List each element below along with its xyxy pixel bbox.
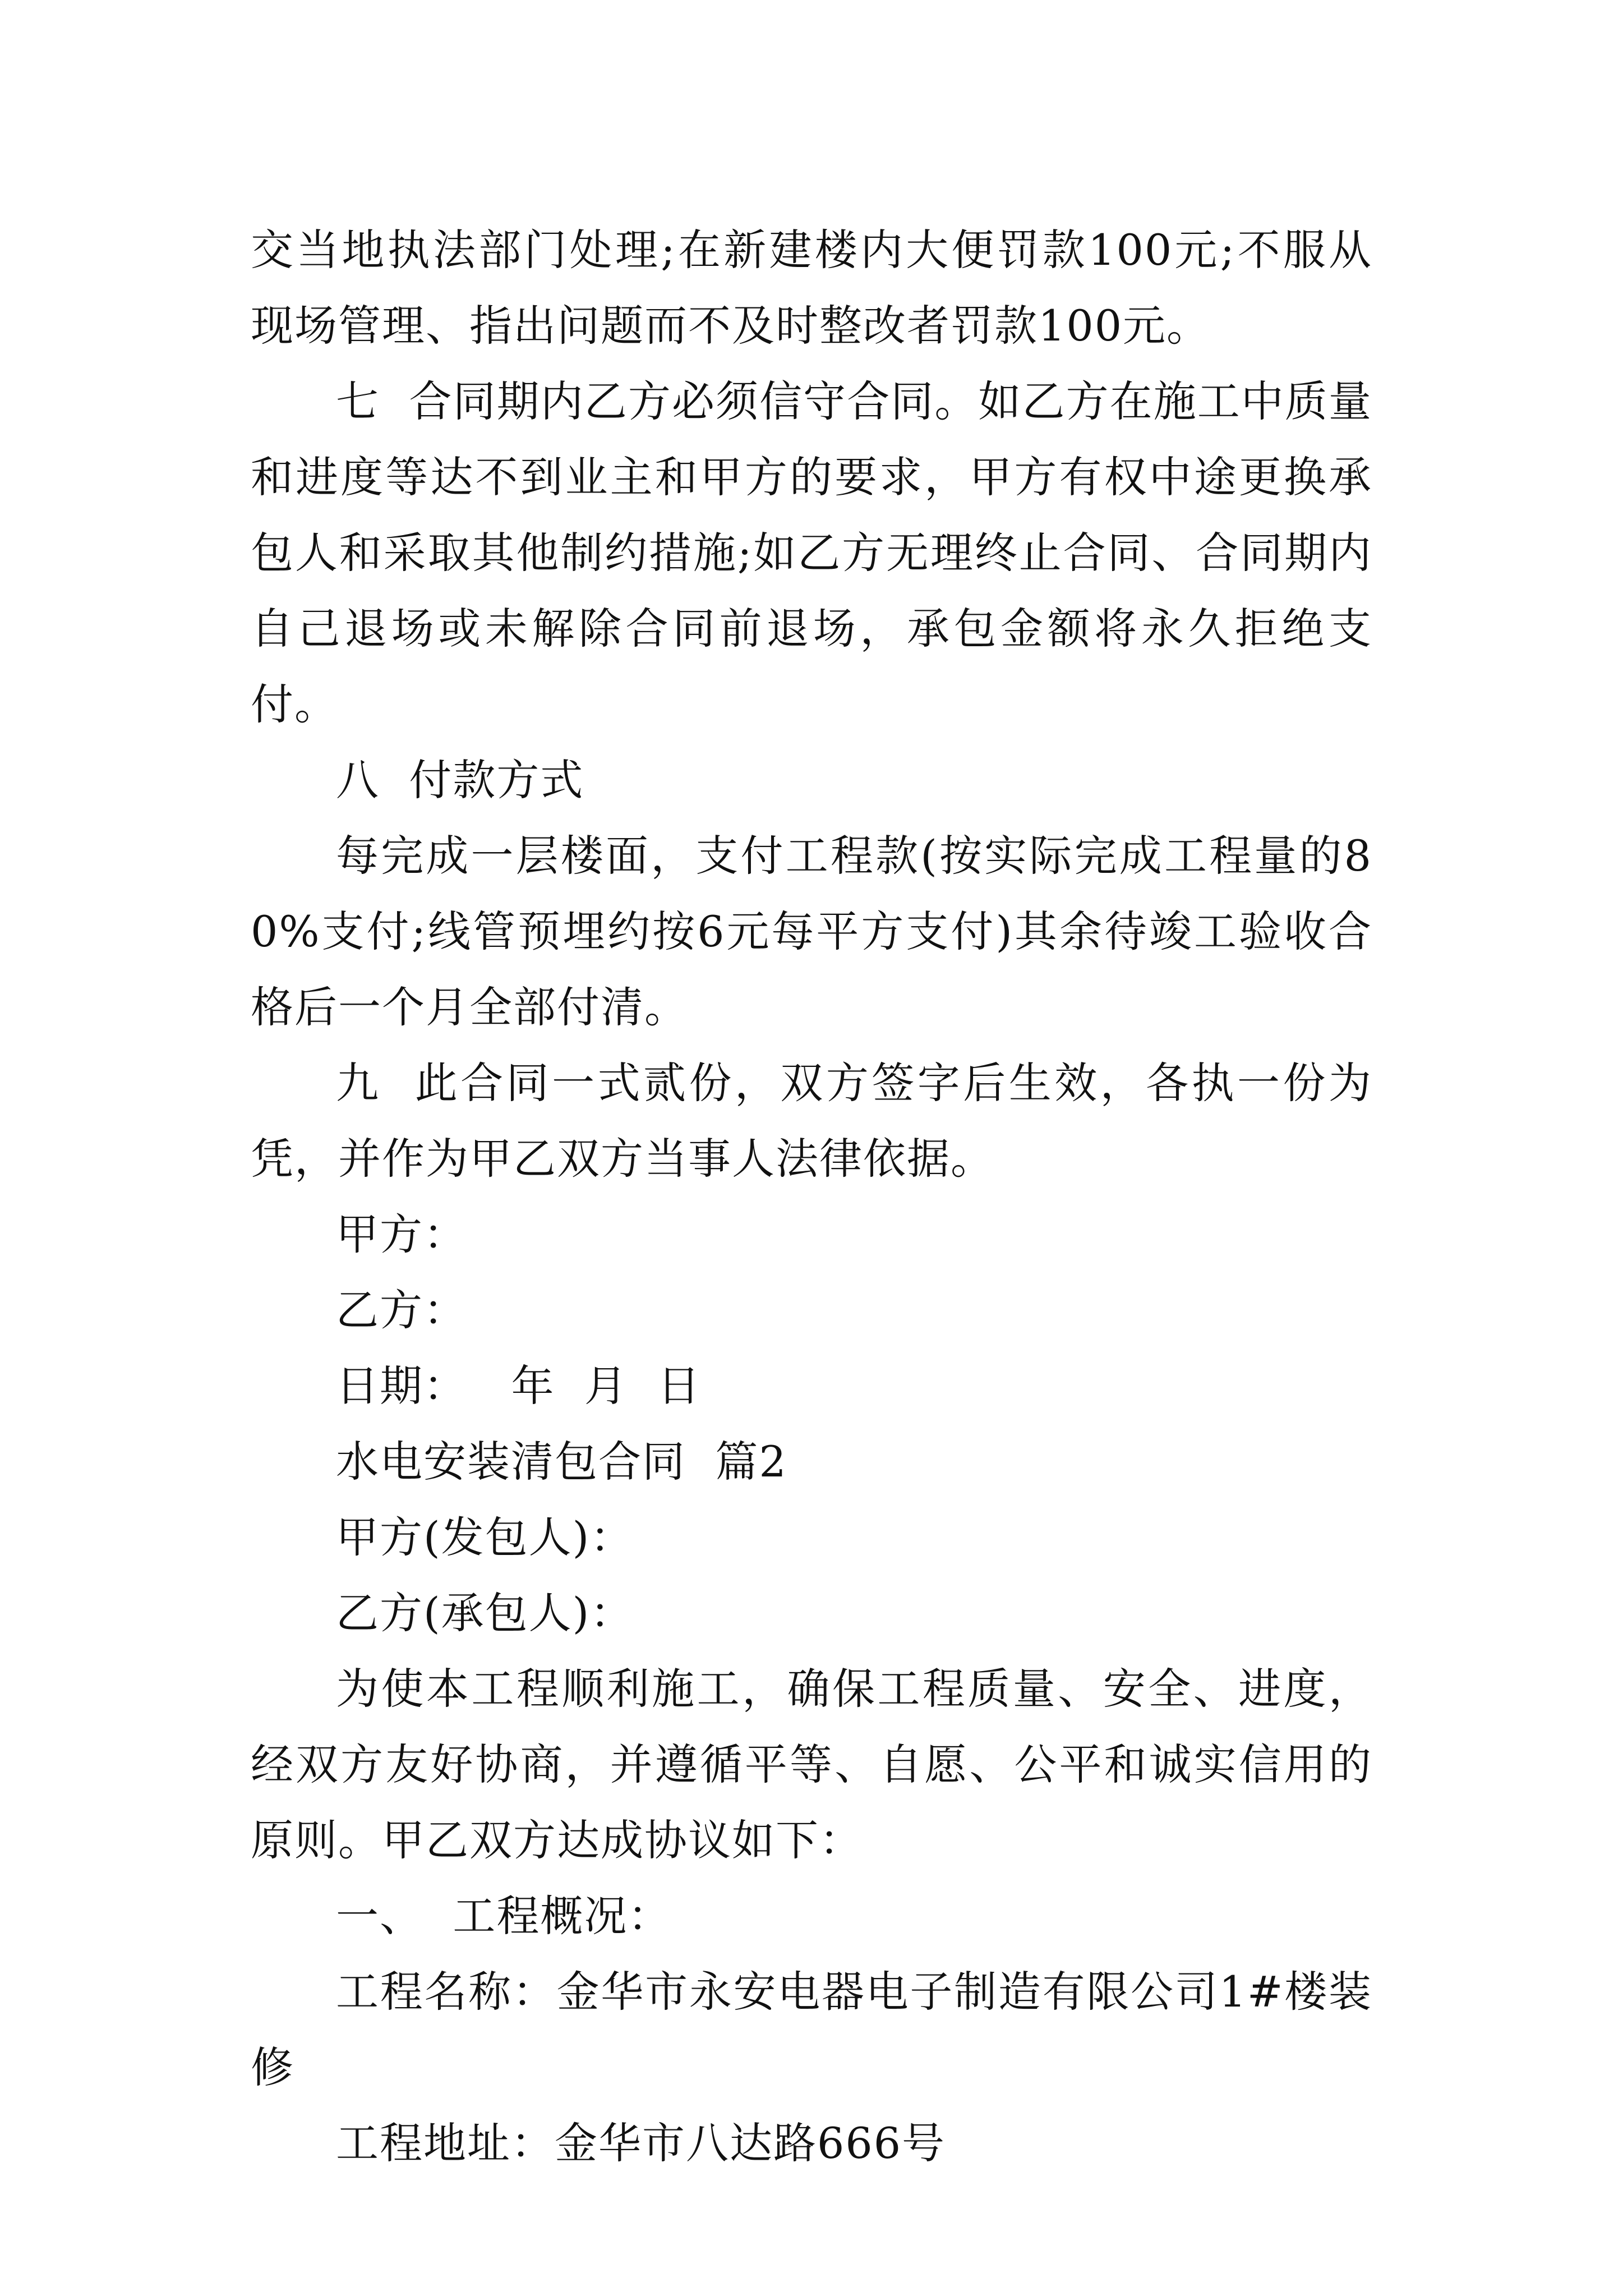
- signature-party-b: 乙方：: [336, 1285, 467, 1335]
- paragraph-clause-nine: 九 此合同一式贰份，双方签字后生效，各执一份为凭，并作为甲乙双方当事人法律依据。: [251, 1058, 1372, 1184]
- project-name: 工程名称：金华市永安电器电子制造有限公司1#楼装修: [251, 1967, 1372, 2092]
- project-address: 工程地址：金华市八达路666号: [336, 2118, 946, 2168]
- paragraph-clause-seven: 七 合同期内乙方必须信守合同。如乙方在施工中质量和进度等达不到业主和甲方的要求，甲方有权中途更换承包人和采取其他制约措施;如乙方无理终止合同、合同期内自己退场或未解除合同前退场，承包金额将永久拒绝支付。: [251, 376, 1372, 729]
- signature-date: 日期： 年 月 日: [336, 1361, 702, 1411]
- paragraph-penalty-continuation: 交当地执法部门处理;在新建楼内大便罚款100元;不服从现场管理、指出问题而不及时整改者罚款100元。: [251, 225, 1372, 351]
- paragraph-project-overview-heading: 一、 工程概况：: [336, 1891, 672, 1941]
- paragraph-payment-terms: 每完成一层楼面，支付工程款(按实际完成工程量的80%支付;线管预埋约按6元每平方支付)其余待竣工验收合格后一个月全部付清。: [251, 831, 1372, 1032]
- paragraph-preamble: 为使本工程顺利施工，确保工程质量、安全、进度，经双方友好协商，并遵循平等、自愿、公平和诚实信用的原则。甲乙双方达成协议如下：: [251, 1664, 1372, 1865]
- signature-party-a: 甲方：: [336, 1209, 467, 1259]
- document-body: [251, 212, 1372, 2181]
- paragraph-clause-eight-heading: 八 付款方式: [336, 755, 584, 805]
- party-a-employer: 甲方(发包人)：: [336, 1512, 634, 1562]
- section-title: 水电安装清包合同 篇2: [336, 1437, 787, 1487]
- party-b-contractor: 乙方(承包人)：: [336, 1588, 634, 1638]
